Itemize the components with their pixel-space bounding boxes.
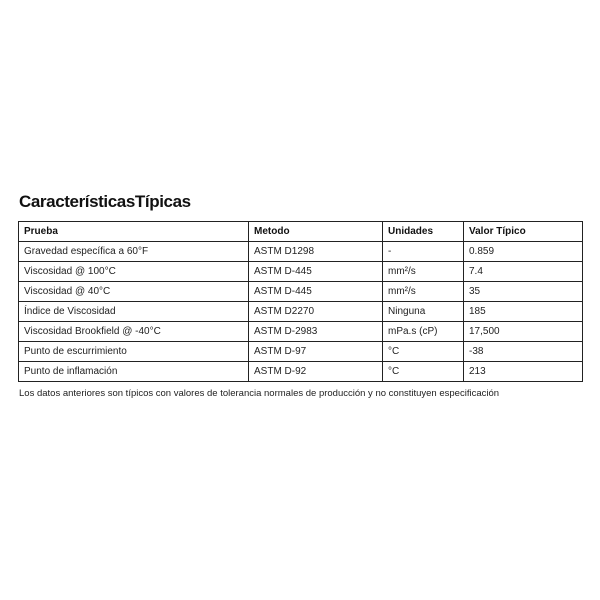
- cell-valor: 7.4: [464, 262, 583, 282]
- cell-unidades: °C: [383, 362, 464, 382]
- table-row: [19, 282, 583, 302]
- cell-valor: -38: [464, 342, 583, 362]
- table-row: [19, 342, 583, 362]
- cell-metodo: ASTM D-97: [249, 342, 383, 362]
- section-title: CaracterísticasTípicas: [19, 192, 191, 211]
- cell-valor: 185: [464, 302, 583, 322]
- cell-valor: 213: [464, 362, 583, 382]
- header-metodo: Metodo: [249, 222, 383, 242]
- cell-prueba: Punto de inflamación: [19, 362, 249, 382]
- cell-prueba: Viscosidad @ 100°C: [19, 262, 249, 282]
- cell-valor: 17,500: [464, 322, 583, 342]
- cell-valor: 0.859: [464, 242, 583, 262]
- header-prueba: Prueba: [19, 222, 249, 242]
- cell-metodo: ASTM D-2983: [249, 322, 383, 342]
- table-row: [19, 302, 583, 322]
- cell-unidades: -: [383, 242, 464, 262]
- cell-unidades: mm²/s: [383, 282, 464, 302]
- table-header-row: [19, 222, 583, 242]
- cell-prueba: Índice de Viscosidad: [19, 302, 249, 322]
- cell-metodo: ASTM D-445: [249, 282, 383, 302]
- table-row: [19, 242, 583, 262]
- cell-prueba: Viscosidad @ 40°C: [19, 282, 249, 302]
- cell-unidades: °C: [383, 342, 464, 362]
- table-row: [19, 262, 583, 282]
- cell-valor: 35: [464, 282, 583, 302]
- cell-metodo: ASTM D2270: [249, 302, 383, 322]
- cell-unidades: mm²/s: [383, 262, 464, 282]
- cell-metodo: ASTM D-445: [249, 262, 383, 282]
- header-valor-tipico: Valor Típico: [464, 222, 583, 242]
- disclaimer-note: Los datos anteriores son típicos con valores de tolerancia normales de producción y no constituyen especificación: [19, 388, 500, 399]
- cell-metodo: ASTM D-92: [249, 362, 383, 382]
- cell-unidades: Ninguna: [383, 302, 464, 322]
- cell-unidades: mPa.s (cP): [383, 322, 464, 342]
- cell-prueba: Viscosidad Brookfield @ -40°C: [19, 322, 249, 342]
- characteristics-table: [18, 221, 583, 382]
- cell-metodo: ASTM D1298: [249, 242, 383, 262]
- cell-prueba: Gravedad específica a 60°F: [19, 242, 249, 262]
- header-unidades: Unidades: [383, 222, 464, 242]
- cell-prueba: Punto de escurrimiento: [19, 342, 249, 362]
- table-row: [19, 322, 583, 342]
- table-row: [19, 362, 583, 382]
